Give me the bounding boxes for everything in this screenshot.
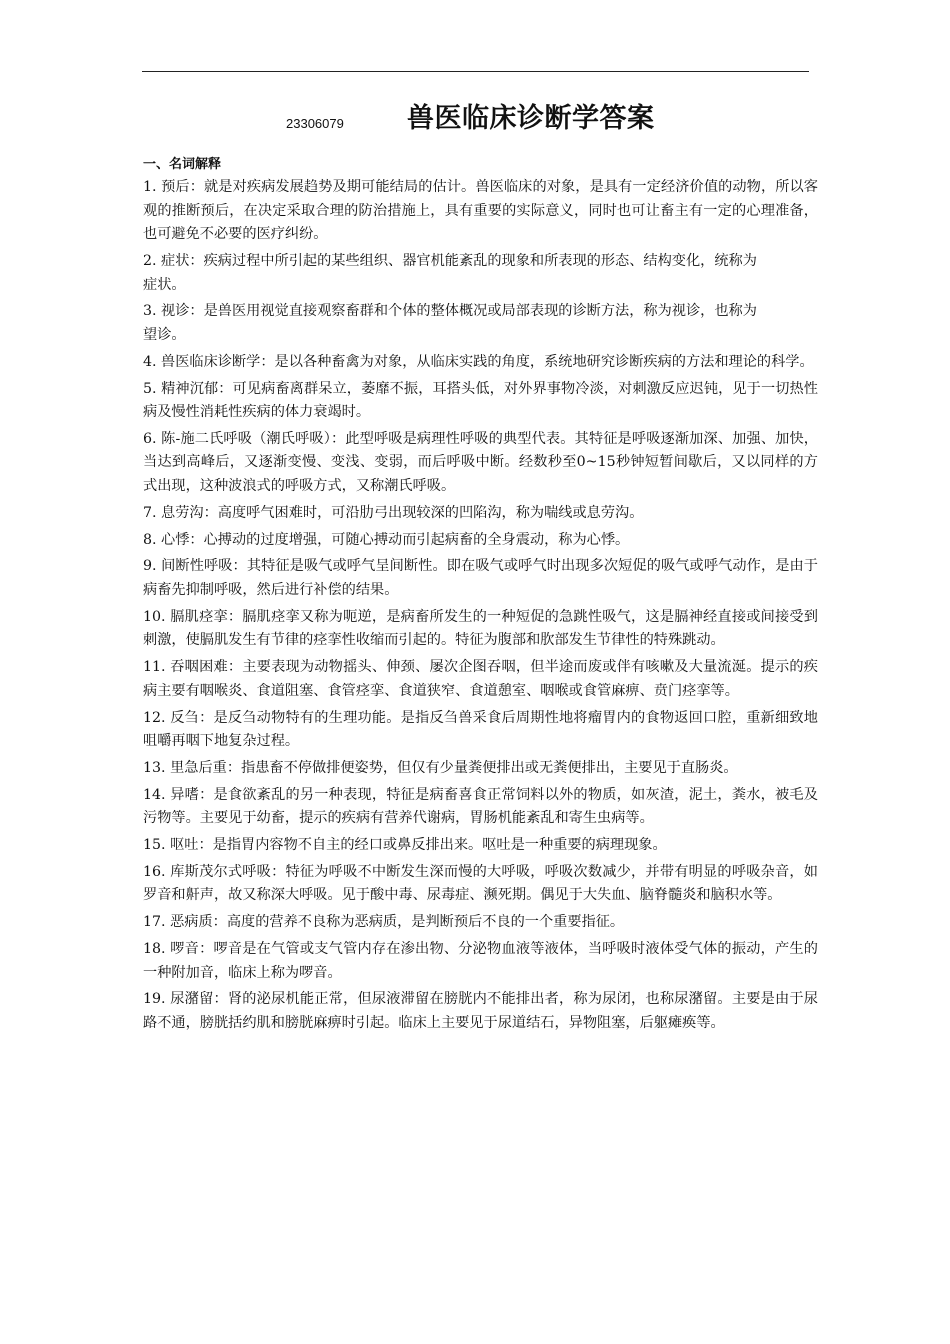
entry-item: 7. 息劳沟：高度呼气困难时，可沿肋弓出现较深的凹陷沟，称为喘线或息劳沟。 (143, 504, 644, 521)
entry-item: 2. 症状：疾病过程中所引起的某些组织、器官机能紊乱的现象和所表现的形态、结构变化，统称为症状。 (143, 252, 757, 293)
entry-item: 17. 恶病质：高度的营养不良称为恶病质，是判断预后不良的一个重要指征。 (143, 914, 625, 931)
entry-item: 13. 里急后重：指患畜不停做排便姿势，但仅有少量粪便排出或无粪便排出，主要见于直肠炎。 (143, 759, 738, 776)
entry-item: 3. 视诊：是兽医用视觉直接观察畜群和个体的整体概况或局部表现的诊断方法，称为视诊，也称为望诊。 (143, 303, 757, 343)
document-title: 兽医临床诊断学答案 (407, 103, 655, 134)
entry-item: 6. 陈-施二氏呼吸（潮氏呼吸）：此型呼吸是病理性呼吸的典型代表。其特征是呼吸逐渐加深、加强、加快，当达到高峰后，又逐渐变慢、变浅、变弱，而后呼吸中断。经数秒至0~15秒钟短暂间歇后，又以同样的方式出现，这种波浪式的呼吸方式，又称潮氏呼吸。 (143, 430, 818, 495)
entry-item: 14. 异嗜：是食欲紊乱的另一种表现，特征是病畜喜食正常饲料以外的物质，如灰渣，泥土，粪水，被毛及污物等。主要见于幼畜，提示的疾病有营养代谢病，胃肠机能紊乱和寄生虫病等。 (143, 786, 818, 827)
entry-item: 1. 预后：就是对疾病发展趋势及期可能结局的估计。兽医临床的对象，是具有一定经济价值的动物，所以客观的推断预后，在决定采取合理的防治措施上，具有重要的实际意义，同时也可让畜主有一定的心理准备，也可避免不必要的医疗纠纷。 (143, 179, 818, 243)
header-rule (142, 71, 809, 72)
document-code: 23306079 (286, 116, 344, 131)
entry-item: 15. 呕吐：是指胃内容物不自主的经口或鼻反排出来。呕吐是一种重要的病理现象。 (143, 837, 667, 854)
entry-item: 8. 心悸：心搏动的过度增强，可随心搏动而引起病畜的全身震动，称为心悸。 (143, 531, 630, 548)
entry-item: 12. 反刍：是反刍动物特有的生理功能。是指反刍兽采食后周期性地将瘤胃内的食物返回口腔，重新细致地咀嚼再咽下地复杂过程。 (143, 709, 818, 750)
entry-item: 5. 精神沉郁：可见病畜离群呆立，萎靡不振，耳搭头低，对外界事物冷淡，对刺激反应迟钝，见于一切热性病及慢性消耗性疾病的体力衰竭时。 (143, 380, 818, 421)
document-header (0, 96, 950, 136)
entry-item: 11. 吞咽困难：主要表现为动物摇头、伸颈、屡次企图吞咽，但半途而废或伴有咳嗽及大量流涎。提示的疾病主要有咽喉炎、食道阻塞、食管痉挛、食道狭窄、食道憩室、咽喉或食管麻痹、贲门痉挛等。 (143, 659, 818, 699)
section-heading: 一、名词解释 (143, 157, 222, 172)
entry-item: 9. 间断性呼吸：其特征是吸气或呼气呈间断性。即在吸气或呼气时出现多次短促的吸气或呼气动作，是由于病畜先抑制呼吸，然后进行补偿的结果。 (143, 558, 818, 598)
entry-item: 18. 啰音：啰音是在气管或支气管内存在渗出物、分泌物血液等液体，当呼吸时液体受气体的振动，产生的一种附加音，临床上称为啰音。 (143, 941, 818, 981)
entry-item: 4. 兽医临床诊断学：是以各种畜禽为对象，从临床实践的角度，系统地研究诊断疾病的方法和理论的科学。 (143, 353, 814, 370)
entry-list (143, 176, 818, 1039)
entry-item: 10. 膈肌痉挛：膈肌痉挛又称为呃逆，是病畜所发生的一种短促的急跳性吸气，这是膈神经直接或间接受到刺激，使膈肌发生有节律的痉挛性收缩而引起的。特征为腹部和肷部发生节律性的特殊跳动。 (143, 608, 818, 649)
entry-item: 16. 库斯茂尔式呼吸：特征为呼吸不中断发生深而慢的大呼吸，呼吸次数减少，并带有明显的呼吸杂音，如罗音和鼾声，故又称深大呼吸。见于酸中毒、尿毒症、濒死期。偶见于大失血、脑脊髓炎和脑积水等。 (143, 863, 818, 904)
entry-item: 19. 尿潴留：肾的泌尿机能正常，但尿液滞留在膀胱内不能排出者，称为尿闭，也称尿潴留。主要是由于尿路不通，膀胱括约肌和膀胱麻痹时引起。临床上主要见于尿道结石，异物阻塞，后躯瘫痪等。 (143, 991, 818, 1031)
